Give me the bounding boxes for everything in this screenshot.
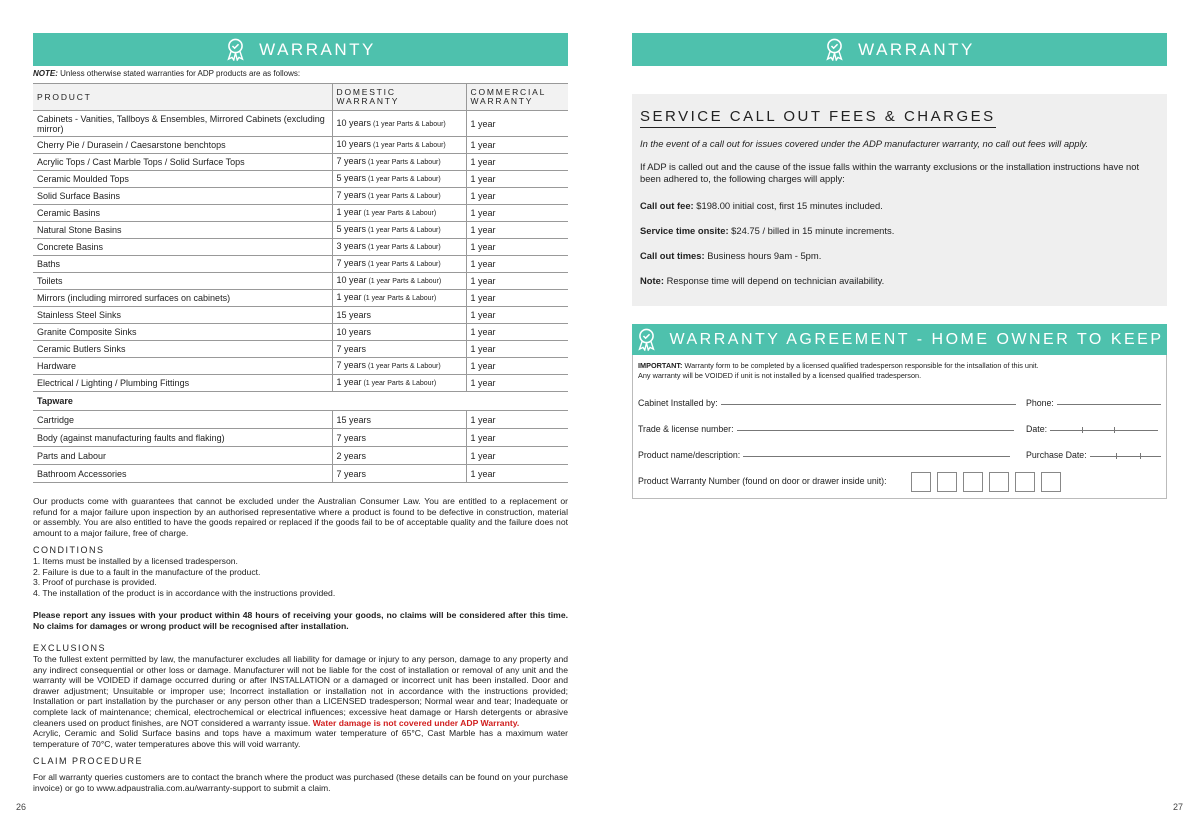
domestic-cell: 7 years (1 year Parts & Labour) (332, 358, 466, 375)
product-cell: Mirrors (including mirrored surfaces on cabinets) (33, 290, 332, 307)
domestic-cell: 7 years (1 year Parts & Labour) (332, 256, 466, 273)
domestic-cell: 15 years (332, 411, 466, 429)
date-separator (1082, 427, 1083, 433)
domestic-cell: 1 year (1 year Parts & Labour) (332, 205, 466, 222)
conditions-heading: CONDITIONS (33, 545, 105, 555)
table-row (33, 188, 568, 205)
domestic-cell: 10 years (332, 324, 466, 341)
date-separator (1140, 453, 1141, 459)
domestic-cell: 7 years (332, 465, 466, 483)
table-row (33, 205, 568, 222)
domestic-cell: 1 year (1 year Parts & Labour) (332, 290, 466, 307)
domestic-cell: 3 years (1 year Parts & Labour) (332, 239, 466, 256)
award-ribbon-icon (225, 38, 246, 61)
product-cell: Granite Composite Sinks (33, 324, 332, 341)
header-commercial: COMMERCIAL WARRANTY (466, 84, 568, 111)
product-cell: Ceramic Butlers Sinks (33, 341, 332, 358)
product-cell: Ceramic Basins (33, 205, 332, 222)
product-cell: Cabinets - Vanities, Tallboys & Ensembles, Mirrored Cabinets (excluding mirror) (33, 111, 332, 137)
product-cell: Cherry Pie / Durasein / Caesarstone benchtops (33, 137, 332, 154)
domestic-cell: 7 years (1 year Parts & Labour) (332, 154, 466, 171)
table-row (33, 341, 568, 358)
warranty-table (33, 83, 568, 483)
service-time-onsite: Service time onsite: $24.75 / billed in 15 minute increments. (640, 225, 895, 236)
table-row (33, 137, 568, 154)
table-row (33, 324, 568, 341)
commercial-cell: 1 year (466, 188, 568, 205)
product-cell: Solid Surface Basins (33, 188, 332, 205)
table-row (33, 429, 568, 447)
warranty-number-box[interactable] (1015, 472, 1035, 492)
commercial-cell: 1 year (466, 256, 568, 273)
warranty-note: NOTE: Unless otherwise stated warranties for ADP products are as follows: (33, 69, 301, 78)
product-cell: Electrical / Lighting / Plumbing Fittings (33, 375, 332, 392)
table-row (33, 256, 568, 273)
conditions-list (33, 556, 568, 598)
warranty-agreement-form (632, 355, 1167, 499)
product-cell: Natural Stone Basins (33, 222, 332, 239)
product-cell: Hardware (33, 358, 332, 375)
domestic-cell: 7 years (332, 429, 466, 447)
exclusions-heading: EXCLUSIONS (33, 643, 107, 653)
table-row (33, 375, 568, 392)
commercial-cell: 1 year (466, 290, 568, 307)
product-cell: Parts and Labour (33, 447, 332, 465)
date-separator (1116, 453, 1117, 459)
commercial-cell: 1 year (466, 273, 568, 290)
domestic-cell: 5 years (1 year Parts & Labour) (332, 171, 466, 188)
commercial-cell: 1 year (466, 324, 568, 341)
domestic-cell: 10 years (1 year Parts & Labour) (332, 111, 466, 137)
tapware-heading-row (33, 392, 568, 411)
header-domestic: DOMESTIC WARRANTY (332, 84, 466, 111)
claim-heading: CLAIM PROCEDURE (33, 756, 144, 766)
service-title: SERVICE CALL OUT FEES & CHARGES (640, 108, 996, 128)
commercial-cell: 1 year (466, 154, 568, 171)
product-cell: Cartridge (33, 411, 332, 429)
commercial-cell: 1 year (466, 111, 568, 137)
product-cell: Stainless Steel Sinks (33, 307, 332, 324)
cabinet-installed-field[interactable]: Cabinet Installed by: (638, 398, 1016, 408)
date-field[interactable]: Date: (1026, 424, 1158, 434)
important-notice: IMPORTANT: Warranty form to be completed by a licensed qualified tradesperson responsible for the intsallation of this unit. Any warranty will be VOIDED if unit is not installed by a licensed qualified tradesperson. (638, 361, 1039, 380)
domestic-cell: 7 years (1 year Parts & Labour) (332, 188, 466, 205)
condition-item: 2. Failure is due to a fault in the manufacture of the product. (33, 566, 261, 577)
claim-text: For all warranty queries customers are to contact the branch where the product was purchased (these details can be found on your purchase invoice) or go to www.adpaustralia.com.au/warranty-support to submit a claim. (33, 772, 569, 793)
commercial-cell: 1 year (466, 137, 568, 154)
left-warranty-banner (33, 33, 568, 66)
purchase-date-field[interactable]: Purchase Date: (1026, 450, 1161, 460)
table-row (33, 171, 568, 188)
commercial-cell: 1 year (466, 205, 568, 222)
product-cell: Toilets (33, 273, 332, 290)
table-row (33, 154, 568, 171)
table-row (33, 111, 568, 137)
table-row (33, 465, 568, 483)
tapware-heading: Tapware (33, 392, 568, 411)
page-number-right: 27 (1173, 802, 1184, 812)
table-row (33, 307, 568, 324)
product-cell: Acrylic Tops / Cast Marble Tops / Solid Surface Tops (33, 154, 332, 171)
domestic-cell: 2 years (332, 447, 466, 465)
commercial-cell: 1 year (466, 375, 568, 392)
table-row (33, 239, 568, 256)
phone-field[interactable]: Phone: (1026, 398, 1161, 408)
warranty-number-box[interactable] (989, 472, 1009, 492)
warranty-number-box[interactable] (937, 472, 957, 492)
commercial-cell: 1 year (466, 239, 568, 256)
agreement-title: WARRANTY AGREEMENT - HOME OWNER TO KEEP (669, 330, 1164, 348)
exclusions-text: To the fullest extent permitted by law, the manufacturer excludes all liability for damage or injury to any person, damage to any property and any indirect consequential or other loss or damage. Manufacturer will not be liable for the cost of installation or removal of any unit and the warranty will be VOIDED if damage occurred during or after INSTALLATION or a damaged or incorrect unit has been installed. Door and drawer adjustment; Unsuitable or improper use; Incorrect installation or installation not in accordance with the instructions provided; Installation or part installation by the purchaser or any person other than a LICENSED tradesperson; Normal wear and tear; Inadequate or complete lack of maintenance; chemical, electrochemical or electrical influences; excessive heat damage or Harsh detergents or abrasive cleaners used on product finishes, are NOT considered a warranty issue. Water damage is not covered under ADP Warranty. Acrylic, Ceramic and Solid Surface basins and tops have a maximum water temperature of 65°C, Cast Marble has a maximum water temperature of 70°C, water temperatures above this will void warranty. (33, 654, 568, 749)
warranty-number-box[interactable] (911, 472, 931, 492)
banner-title: WARRANTY (259, 39, 376, 59)
condition-item: 3. Proof of purchase is provided. (33, 577, 157, 588)
page-number-left: 26 (16, 802, 27, 812)
table-row (33, 358, 568, 375)
domestic-cell: 15 years (332, 307, 466, 324)
product-cell: Baths (33, 256, 332, 273)
header-product: PRODUCT (33, 84, 332, 111)
table-row (33, 447, 568, 465)
consumer-law-text: Our products come with guarantees that cannot be excluded under the Australian Consumer Law. You are entitled to a replacement or refund for a major failure upon inspection by an authorised representative where a product is found to be defective in construction, material or assembly. You are also entitled to have the goods repaired or replaced if the goods fail to be of acceptable quality and the failure does not amount to a major failure, free of charge. (33, 496, 568, 538)
commercial-cell: 1 year (466, 465, 568, 483)
condition-item: 1. Items must be installed by a licensed tradesperson. (33, 556, 238, 566)
domestic-cell: 7 years (332, 341, 466, 358)
table-row (33, 222, 568, 239)
product-cell: Concrete Basins (33, 239, 332, 256)
commercial-cell: 1 year (466, 447, 568, 465)
call-out-times: Call out times: Business hours 9am - 5pm. (640, 250, 822, 261)
commercial-cell: 1 year (466, 222, 568, 239)
commercial-cell: 1 year (466, 358, 568, 375)
banner-title: WARRANTY (858, 39, 975, 59)
commercial-cell: 1 year (466, 171, 568, 188)
service-intro: In the event of a call out for issues covered under the ADP manufacturer warranty, no call out fees will apply. (640, 138, 1089, 149)
commercial-cell: 1 year (466, 341, 568, 358)
service-fees-panel (632, 94, 1167, 306)
service-condition: If ADP is called out and the cause of the issue falls within the warranty exclusions or the installation instructions have not been adhered to, the following charges will apply: (640, 161, 1140, 184)
commercial-cell: 1 year (466, 411, 568, 429)
product-cell: Ceramic Moulded Tops (33, 171, 332, 188)
response-note: Note: Response time will depend on technician availability. (640, 275, 885, 286)
domestic-cell: 5 years (1 year Parts & Labour) (332, 222, 466, 239)
agreement-banner (632, 324, 1167, 355)
domestic-cell: 10 years (1 year Parts & Labour) (332, 137, 466, 154)
domestic-cell: 10 year (1 year Parts & Labour) (332, 273, 466, 290)
warranty-number-box[interactable] (1041, 472, 1061, 492)
product-warranty-number-label: Product Warranty Number (found on door or drawer inside unit): (638, 476, 887, 486)
condition-item: 4. The installation of the product is in accordance with the instructions provided. (33, 587, 336, 598)
report-notice: Please report any issues with your product within 48 hours of receiving your goods, no claims will be considered after this time. No claims for damages or wrong product will be recognised after installation. (33, 610, 568, 631)
award-ribbon-icon (636, 328, 657, 351)
call-out-fee: Call out fee: $198.00 initial cost, first 15 minutes included. (640, 200, 883, 211)
table-row (33, 411, 568, 429)
product-description-field[interactable]: Product name/description: (638, 450, 1010, 460)
product-cell: Body (against manufacturing faults and flaking) (33, 429, 332, 447)
domestic-cell: 1 year (1 year Parts & Labour) (332, 375, 466, 392)
commercial-cell: 1 year (466, 307, 568, 324)
commercial-cell: 1 year (466, 429, 568, 447)
table-row (33, 273, 568, 290)
product-cell: Bathroom Accessories (33, 465, 332, 483)
table-row (33, 290, 568, 307)
water-damage-warning: Water damage is not covered under ADP Warranty. (312, 717, 520, 728)
warranty-number-box[interactable] (963, 472, 983, 492)
trade-license-field[interactable]: Trade & license number: (638, 424, 1014, 434)
date-separator (1114, 427, 1115, 433)
right-warranty-banner (632, 33, 1167, 66)
award-ribbon-icon (824, 38, 845, 61)
